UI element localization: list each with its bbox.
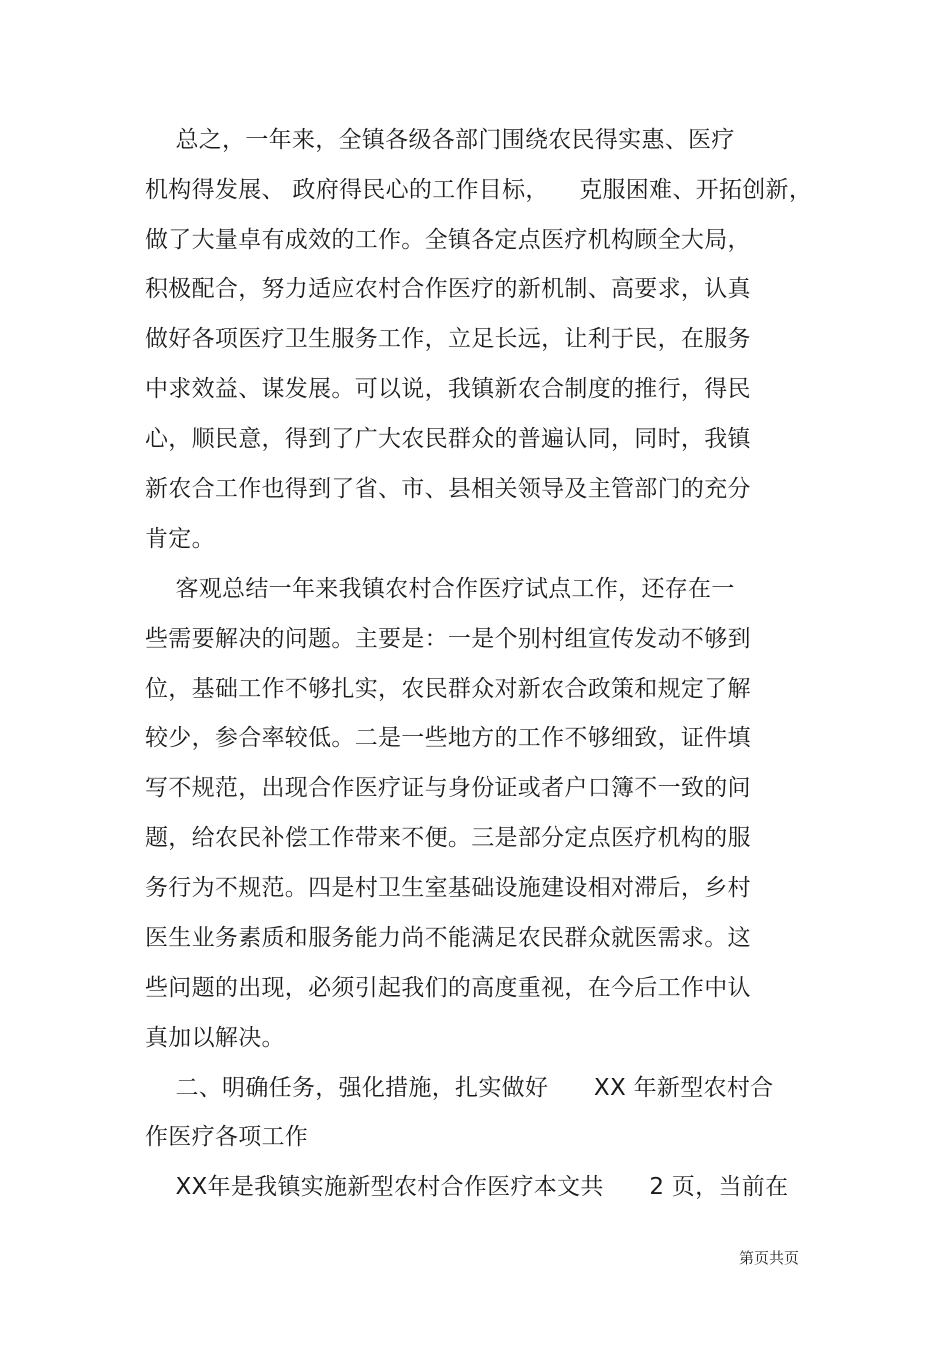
text-line: 新农合工作也得到了省、市、县相关领导及主管部门的充分 (145, 476, 751, 502)
text-line: 积极配合，努力适应农村合作医疗的新机制、高要求，认真 (145, 276, 751, 302)
text-line: XX年是我镇实施新型农村合作医疗本文共 2 页，当前在 (145, 1174, 789, 1200)
text-line: 题，给农民补偿工作带来不便。三是部分定点医疗机构的服 (145, 825, 751, 851)
text-line: 肯定。 (145, 526, 215, 552)
text-line: 真加以解决。 (145, 1025, 285, 1051)
text-line: 总之，一年来，全镇各级各部门围绕农民得实惠、医疗 (145, 127, 735, 153)
text-line: 二、明确任务，强化措施，扎实做好 XX 年新型农村合 (145, 1075, 774, 1101)
page-footer: 第页共页 (739, 1249, 800, 1267)
text-line: 些问题的出现，必须引起我们的高度重视，在今后工作中认 (145, 975, 751, 1001)
text-line: 做好各项医疗卫生服务工作，立足长远，让利于民，在服务 (145, 326, 751, 352)
text-line: 医生业务素质和服务能力尚不能满足农民群众就医需求。这 (145, 925, 751, 951)
text-line: 做了大量卓有成效的工作。全镇各定点医疗机构顾全大局， (145, 227, 751, 253)
text-line: 机构得发展、 政府得民心的工作目标， 克服困难、开拓创新， (145, 177, 813, 203)
text-line: 些需要解决的问题。主要是：一是个别村组宣传发动不够到 (145, 626, 751, 652)
text-line: 写不规范，出现合作医疗证与身份证或者户口簿不一致的问 (145, 775, 751, 801)
text-line: 较少，参合率较低。二是一些地方的工作不够细致，证件填 (145, 725, 751, 751)
text-line: 务行为不规范。四是村卫生室基础设施建设相对滞后，乡村 (145, 875, 751, 901)
text-line: 位，基础工作不够扎实，农民群众对新农合政策和规定了解 (145, 676, 751, 702)
text-line: 作医疗各项工作 (145, 1124, 309, 1150)
text-line: 心，顺民意，得到了广大农民群众的普遍认同，同时，我镇 (145, 426, 751, 452)
text-line: 客观总结一年来我镇农村合作医疗试点工作，还存在一 (145, 576, 735, 602)
text-line: 中求效益、谋发展。可以说，我镇新农合制度的推行，得民 (145, 376, 751, 402)
